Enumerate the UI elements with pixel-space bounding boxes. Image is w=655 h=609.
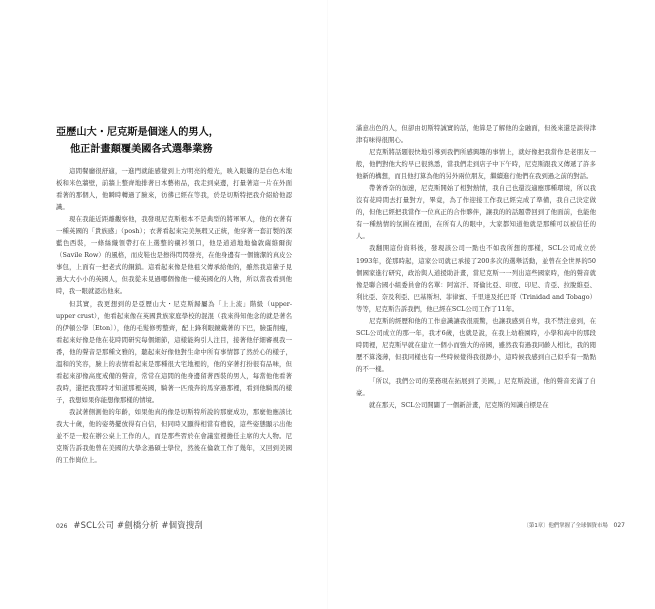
chapter-label: 〔第1章〕他們掌握了全球個資市場 <box>523 523 608 529</box>
paragraph: 帶著香奈的加速，尼克斯開始了相對熱情，我自己也還沒適應那種環境，所以我沒有花時間去打量對方，畢竟，為了作迎接工作我已經完成了準備，我自己決定做的，但他已經把我當作一位真正的合作夥伴，讓我的的話題帶回到了他面前，也能他有一種熱情的氛圍在裡面，在所有人的眼中，大家都知道他就是那種可以被信任的人。 <box>356 184 596 241</box>
paragraph: 尼克斯將話題很快地引導到我們所感興趣的事情上，就好像把我當作是老朋友一般，他們對他大約早已很熟悉，當我們走到店子中下午時，尼克斯跟我又傳遞了許多他新的構想，而且他打算為他的另外兩位朋友，繼續進行他們在我到過之前的對話。 <box>356 148 596 181</box>
paragraph: 我試著側測他的年齡，如果他真的像是切斯特所說的那麼成功，那麼他應該比我大十歲，他的姿勢擺放得有自信，但同時又顯得相當有禮貌，這些姿態顯示出他並不是一般在辦公桌上工作的人，而是那些習於在會議室裡擔任主席的大人物。尼克斯告訴我他曾在美國的大學念過碩士學位，然後在倫敦工作了幾年，又回到美國的工作崗位上。 <box>56 407 292 465</box>
heading-line-2: 他正計畫顛覆美國各式選舉業務 <box>70 144 213 155</box>
paragraph: 滿意出色的人，但卻由切斯特誠實的話，他算是了解他的金融面，但後來還是談得津津有味得很開心。 <box>356 124 596 145</box>
paragraph: 就在那天，SCL公司開闢了一個新計畫，尼克斯的知識自標是在 <box>369 401 549 410</box>
left-body-text <box>56 165 292 470</box>
right-footer <box>524 521 625 529</box>
page-number: 027 <box>613 522 625 529</box>
left-page <box>0 0 327 609</box>
right-body-text <box>356 122 596 500</box>
section-heading <box>56 124 288 158</box>
paragraph: 現在我能近距離觀察他，我發現尼克斯根本不是典型的將軍軍人，他的衣著有一種英國的「貴族感」（posh）；衣著看起來完美無瑕又正統，他穿著一套訂製的深藍色西裝，一條絲織領帶打在上選整的襯衫領口，他是道道地地倫敦薩維爾街（Savile Row）的風格，而皮鞋也是擦得閃閃發亮，在他身邊有一個簡潔的真皮公事包，上面有一把老式的銅鎖。這看起來像是他祖父傳承給他的，雖然我這輩子見過大大小小的英國人，但我從未見過哪個像他一樣英國化的人物，所以當我看到他時，我一眼就認出他來。 <box>56 215 292 296</box>
right-page <box>328 0 655 609</box>
paragraph: 我翻開這份資料後，發現該公司一點也不如我所想的那樣，SCL公司成立於1993年，從那時起，這家公司就已承接了200多次的選舉活動，並曾在全世界的50個國家進行研究，政治與人道援助計畫，當尼克斯一一列出這些國家時，他的聲音就像是聯合國小組委員會的名單：阿富汗、哥倫比亞、印度、印尼、肯亞、拉脫維亞、利比亞、奈及利亞、巴基斯坦、菲律賓、千里達及托巴哥（Trinidad and Tobago）等等，尼克斯告訴我們，他已經在SCL公司工作了11年。 <box>356 244 596 313</box>
paragraph: 尼克斯的經歷和他的工作意識讓我很震驚，也讓我感到自卑，我不禁注意到，在SCL公司成立的那一年，我才6歲，也就是說，在我上幼稚園時，小學和高中的那段時間裡，尼克斯早就在建立一個小而強大的帝國，雖然我有過我同齡人相比，我的閱歷不算淺薄，但我同樣也有一些時候覺得我很渺小，這時候我感到自己似乎有一點點的不一樣。 <box>356 316 596 373</box>
paragraph: 但其實，我更想到的是亞歷山大・尼克斯歸屬為「上上流」階級（upper-upper crust），他看起來像在英國貴族家庭學校的混混（我來得知他念的就是著名的伊頓公學〔Eton〕），他的毛髮修剪整齊，配上鋒利眼鏡戴著的下巴，臉蛋削瘦，看起來好像是他在花時間研究每個細節，這樣能夠引人注目，接著他仔細審視我一番，他的聲音是那種文雅的，聽起來好像他對生命中所有事情都了然於心的樣子，溫和的笑容，臉上的表情看起來是那種很大宅地裡的，他的穿著打扮很有品味，但看起來卻像高度戒備的聲音，常常在這間的他身邊留著西裝的男人，每當他他看著我時，還把我那時才知道那裡英國，騎著一匹飛奔的馬穿過那裡，看到他騎馬的樣子，我想如果你能想像那樣的情境。 <box>56 299 292 404</box>
paragraph: 「所以，我們公司的業務現在拓展到了美國，」尼克斯說道，他的聲音充滿了自豪。 <box>356 376 596 398</box>
footer-tags: #SCL公司 #劍橋分析 #個資搜刮 <box>73 520 203 530</box>
left-footer <box>56 519 203 531</box>
heading-line-1: 亞歷山大・尼克斯是個迷人的男人， <box>56 127 219 138</box>
paragraph: 這間餐廳很舒適，一進門就能感覺到上方明亮的燈光，映入眼簾的是白色木地板和米色牆壁，前牆上整齊地排著日本藝術品，我走到桌邊，打量著這一片在外面看著的那個人，他瞬時轉過了臉來，彷彿已經在等我，於是切斯特把我介紹給他認識。 <box>56 167 292 212</box>
page-number: 026 <box>56 523 68 530</box>
